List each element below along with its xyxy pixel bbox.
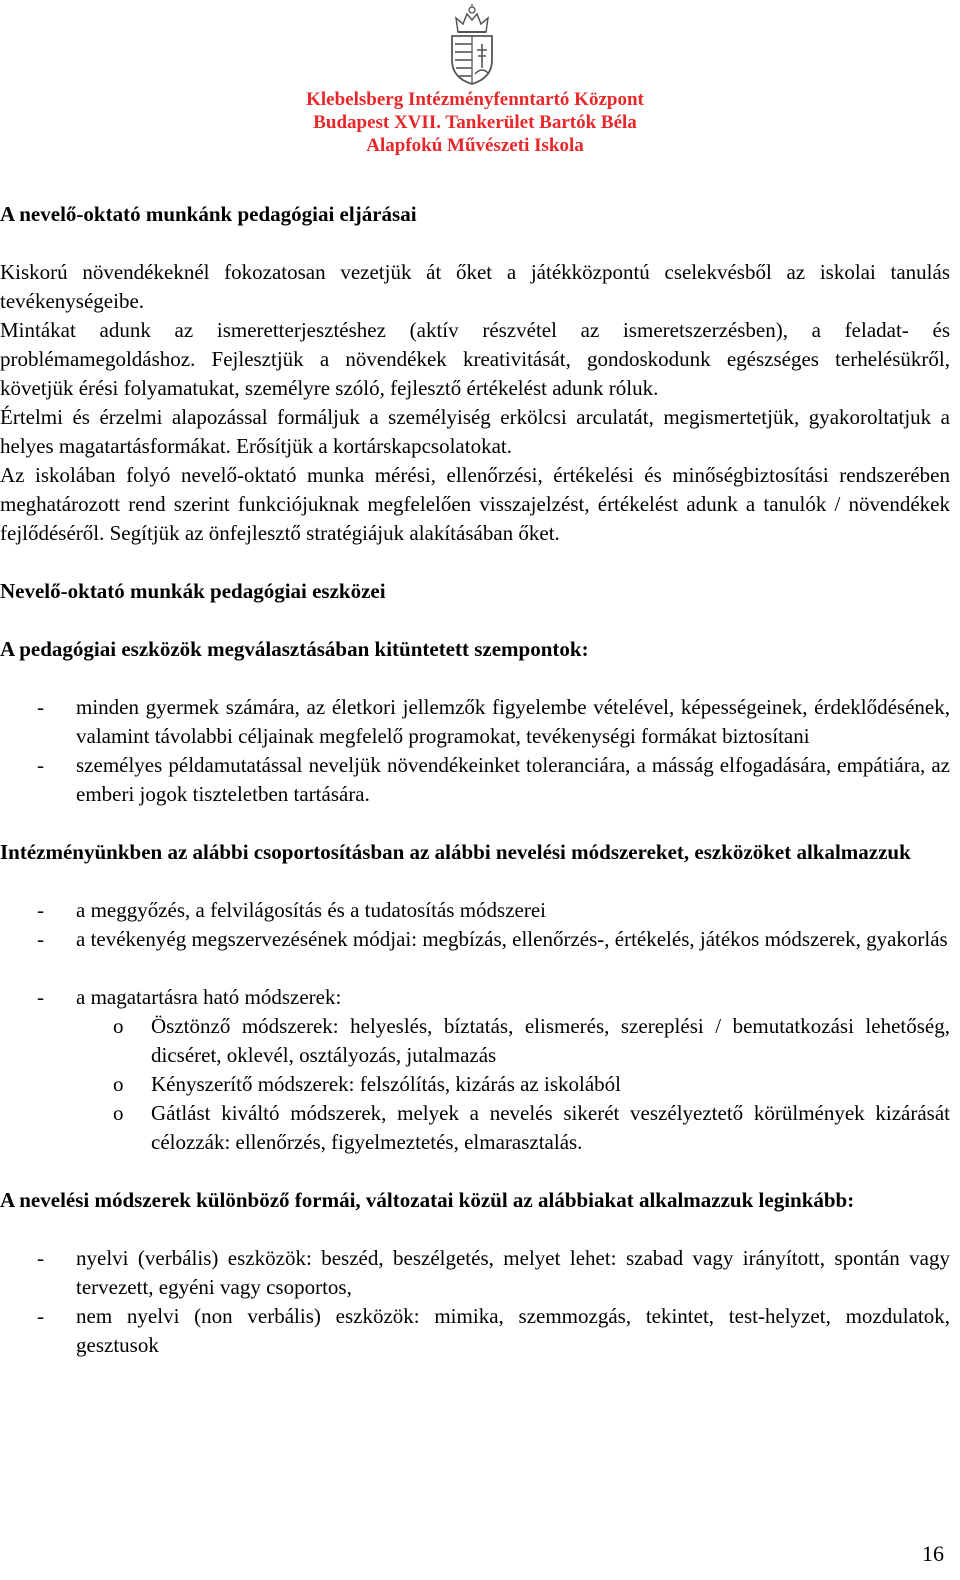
section-heading-forms: A nevelési módszerek különböző formái, változatai közül az alábbiakat alkalmazzuk leginkább: <box>0 1188 855 1212</box>
section-heading-procedures: A nevelő-oktató munkánk pedagógiai eljárásai <box>0 202 417 226</box>
circle-marker: o <box>113 1014 124 1038</box>
list-item-text: személyes példamutatással neveljük növendékeinket toleranciára, a másság elfogadására, empátiára, az emberi jogok tiszteletben tartására. <box>76 753 950 806</box>
list-item <box>0 983 950 1012</box>
list-item <box>0 1302 950 1360</box>
list-item <box>0 896 950 925</box>
sub-list-item-text: Gátlást kiváltó módszerek, melyek a nevelés sikerét veszélyeztető körülmények kizárását célozzák: ellenőrzés, figyelmeztetés, elmarasztalás. <box>151 1101 950 1154</box>
paragraph-1: Kiskorú növendékeknél fokozatosan vezetjük át őket a játékközpontú cselekvésből az iskolai tanulás tevékenységeibe. <box>0 260 950 313</box>
dash-marker: - <box>37 898 44 922</box>
list-item-text: nyelvi (verbális) eszközök: beszéd, beszélgetés, melyet lehet: szabad vagy irányított, spontán vagy tervezett, egyéni vagy csoportos, <box>76 1246 950 1299</box>
section-heading-tools: Nevelő-oktató munkák pedagógiai eszközei <box>0 579 386 603</box>
hungarian-coat-of-arms-icon <box>446 2 498 86</box>
list-item-text: minden gyermek számára, az életkori jellemzők figyelembe vételével, képességeinek, érdeklődésének, valamint távolabbi céljainak megfelelő programokat, tevékenységi formákat biztosítani <box>76 695 950 748</box>
page-number: 16 <box>922 1541 944 1566</box>
paragraph-3: Értelmi és érzelmi alapozással formáljuk a személyiség erkölcsi arculatát, megismertetjük, gyakoroltatjuk a helyes magatartásformákat. Erősítjük a kortárskapcsolatokat. <box>0 405 950 458</box>
circle-marker: o <box>113 1072 124 1096</box>
dash-marker: - <box>37 927 44 951</box>
paragraph-4: Az iskolában folyó nevelő-oktató munka mérési, ellenőrzési, értékelési és minőségbiztosítási rendszerében meghatározott rend szerint funkciójuknak megfelelően visszajelzést, értékelést adunk a tanulók / növendékek fejlődéséről. Segítjük az önfejlesztő stratégiájuk alakításában őket. <box>0 463 950 545</box>
paragraph-2: Mintákat adunk az ismeretterjesztéshez (aktív részvétel az ismeretszerzésben), a feladat- és problémamegoldáshoz. Fejlesztjük a növendékek kreativitását, gondoskodunk egészséges terhelésükről, követjük érési folyamatukat, személyre szóló, fejlesztő értékelést adunk róluk. <box>0 318 950 400</box>
section-heading-criteria: A pedagógiai eszközök megválasztásában kitüntetett szempontok: <box>0 637 589 661</box>
sub-list-item <box>0 1012 950 1070</box>
dash-marker: - <box>37 1246 44 1270</box>
dash-marker: - <box>37 1304 44 1328</box>
list-item <box>0 693 950 751</box>
document-body <box>0 200 950 1360</box>
sub-list-item <box>0 1070 950 1099</box>
list-item <box>0 751 950 809</box>
list-item-text: a magatartásra ható módszerek: <box>76 985 342 1009</box>
list-item <box>0 925 950 954</box>
list-item <box>0 1244 950 1302</box>
sub-list-item-text: Ösztönző módszerek: helyeslés, bíztatás, elismerés, szereplési / bemutatkozási lehetőség, dicséret, oklevél, osztályozás, jutalmazás <box>151 1014 950 1067</box>
sub-list-item <box>0 1099 950 1157</box>
header-line-3: Alapfokú Művészeti Iskola <box>366 135 584 156</box>
circle-marker: o <box>113 1101 124 1125</box>
list-item-text: a tevékenyég megszervezésének módjai: megbízás, ellenőrzés-, értékelés, játékos módszerek, gyakorlás <box>76 927 948 951</box>
list-item-text: a meggyőzés, a felvilágosítás és a tudatosítás módszerei <box>76 898 547 922</box>
list-item-text: nem nyelvi (non verbális) eszközök: mimika, szemmozgás, tekintet, test-helyzet, mozdulatok, gesztusok <box>76 1304 950 1357</box>
dash-marker: - <box>37 753 44 777</box>
section-heading-methods: Intézményünkben az alábbi csoportosításban az alábbi nevelési módszereket, eszközöket alkalmazzuk <box>0 840 911 864</box>
header-line-2: Budapest XVII. Tankerület Bartók Béla <box>313 112 637 133</box>
institution-header <box>250 88 700 157</box>
sub-list-item-text: Kényszerítő módszerek: felszólítás, kizárás az iskolából <box>151 1072 621 1096</box>
header-line-1: Klebelsberg Intézményfenntartó Központ <box>306 89 644 110</box>
dash-marker: - <box>37 695 44 719</box>
dash-marker: - <box>37 985 44 1009</box>
